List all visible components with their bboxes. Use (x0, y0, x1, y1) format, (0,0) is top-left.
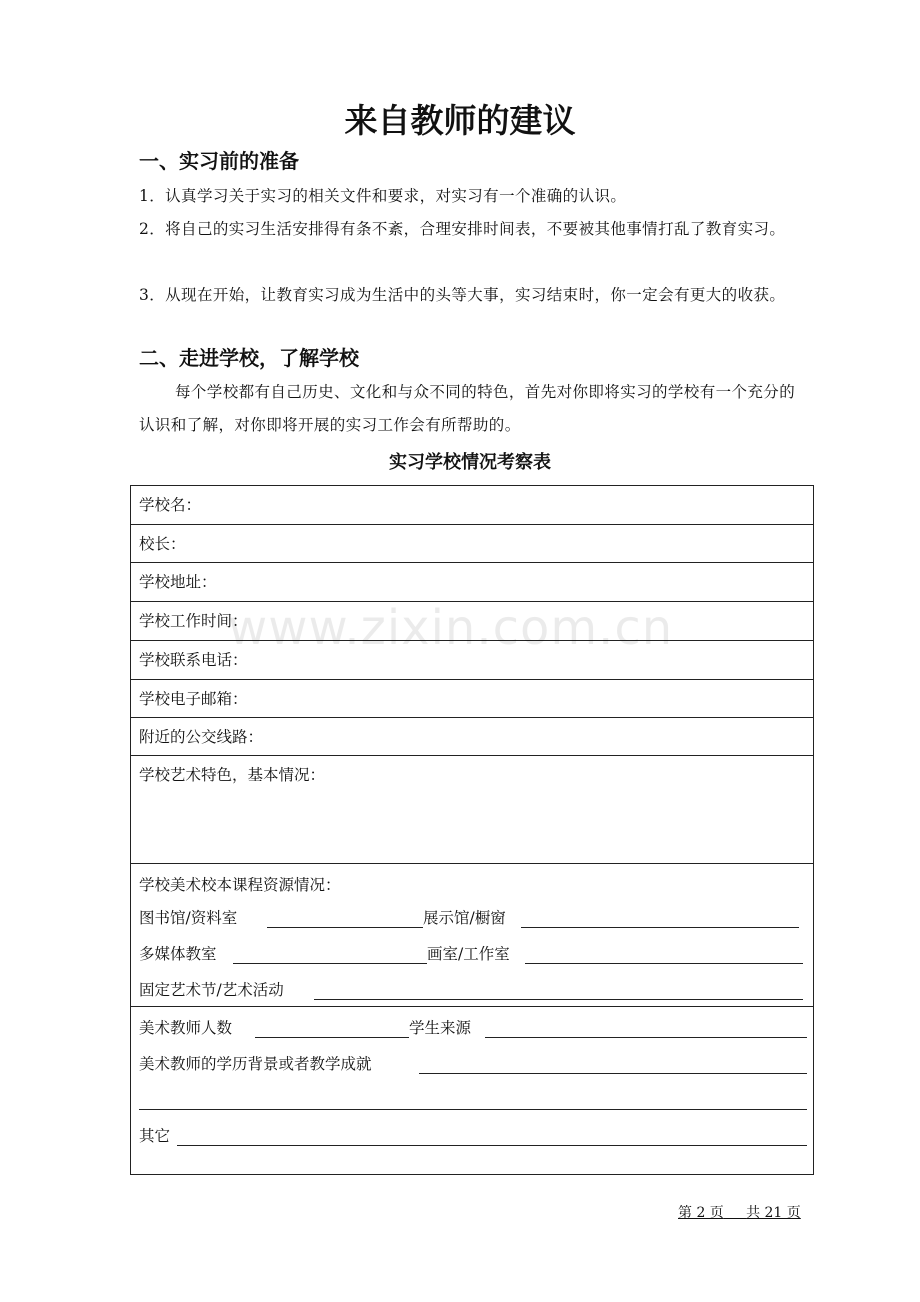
studio-label: 画室/工作室 (427, 945, 510, 963)
row-email[interactable] (131, 680, 813, 718)
row-label: 学校名： (139, 496, 202, 514)
row-phone[interactable] (131, 641, 813, 680)
section-heading-preparation: 一、实习前的准备 (139, 149, 299, 173)
row-resources (131, 864, 813, 1007)
exhibition-label: 展示馆/橱窗 (423, 909, 506, 927)
exhibition-blank[interactable] (521, 927, 799, 928)
row-label: 学校电子邮箱： (139, 690, 248, 708)
multimedia-label: 多媒体教室 (139, 945, 217, 963)
row-bus-routes[interactable] (131, 718, 813, 756)
other-blank[interactable] (177, 1145, 807, 1146)
page-footer (678, 1203, 801, 1223)
table-title: 实习学校情况考察表 (389, 452, 551, 473)
row-art-features[interactable] (131, 756, 813, 864)
student-source-blank[interactable] (485, 1037, 807, 1038)
teacher-background-blank[interactable] (419, 1073, 807, 1074)
watermark: www.zixin.com.cn (228, 600, 674, 656)
row-label: 学校地址： (139, 573, 217, 591)
row-label: 校长： (139, 535, 186, 553)
page-total: 共 21 页 (746, 1205, 801, 1221)
page-number: 第 2 页 (678, 1205, 724, 1221)
teacher-count-label: 美术教师人数 (139, 1019, 233, 1037)
other-label: 其它 (139, 1127, 171, 1145)
document-title: 来自教师的建议 (344, 101, 576, 140)
school-intro-paragraph: 每个学校都有自己历史、文化和与众不同的特色，首先对你即将实习的学校有一个充分的认识和了解，对你即将开展的实习工作会有所帮助的。 (139, 383, 796, 434)
studio-blank[interactable] (525, 963, 803, 964)
section-heading-school: 二、走进学校，了解学校 (139, 346, 359, 370)
library-label: 图书馆/资料室 (139, 909, 238, 927)
teacher-count-blank[interactable] (255, 1037, 409, 1038)
multimedia-blank[interactable] (233, 963, 427, 964)
row-label: 学校工作时间： (139, 612, 248, 630)
preparation-item-2: 2．将自己的实习生活安排得有条不紊，合理安排时间表，不要被其他事情打乱了教育实习。 (139, 220, 786, 238)
preparation-item-1: 1．认真学习关于实习的相关文件和要求，对实习有一个准确的认识。 (139, 187, 627, 205)
row-working-hours[interactable] (131, 602, 813, 641)
teacher-background-blank-2[interactable] (139, 1109, 807, 1110)
row-label: 学校艺术特色，基本情况： (139, 766, 326, 784)
teacher-background-label: 美术教师的学历背景或者教学成就 (139, 1055, 372, 1073)
row-school-name[interactable] (131, 486, 813, 525)
row-principal[interactable] (131, 525, 813, 563)
student-source-label: 学生来源 (409, 1019, 472, 1037)
preparation-item-3: 3．从现在开始，让教育实习成为生活中的头等大事，实习结束时，你一定会有更大的收获。 (139, 286, 786, 304)
festival-label: 固定艺术节/艺术活动 (139, 981, 284, 999)
row-label: 学校联系电话： (139, 651, 248, 669)
row-teachers (131, 1007, 813, 1174)
school-survey-table (130, 485, 814, 1175)
resources-heading: 学校美术校本课程资源情况： (139, 876, 341, 894)
library-blank[interactable] (267, 927, 423, 928)
row-address[interactable] (131, 563, 813, 602)
row-label: 附近的公交线路： (139, 728, 264, 746)
festival-blank[interactable] (314, 999, 803, 1000)
